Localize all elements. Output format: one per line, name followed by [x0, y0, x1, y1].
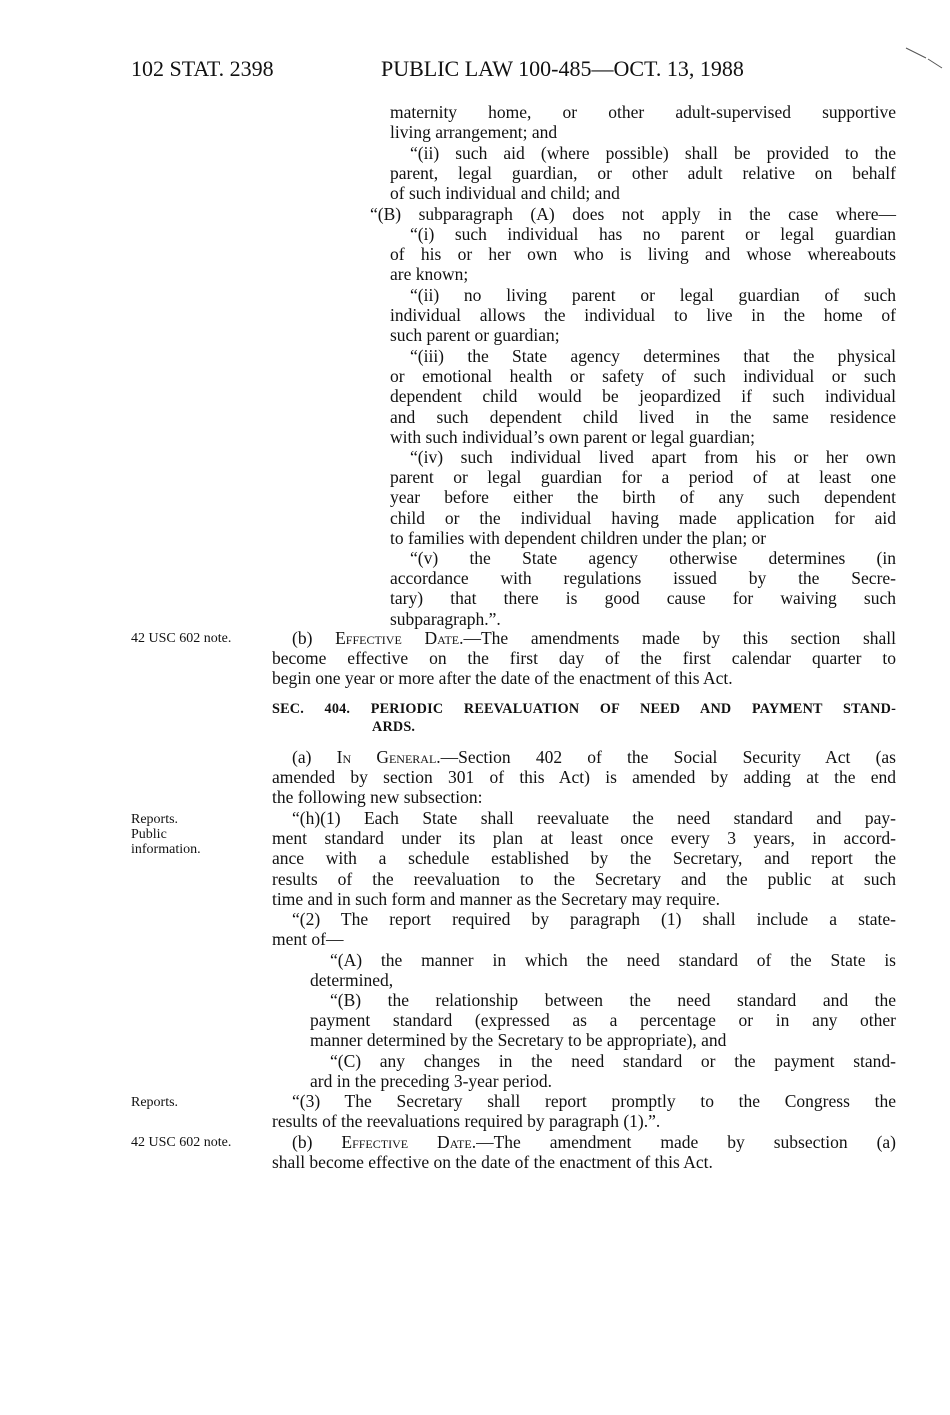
text-line: child or the individual having made application for aid: [390, 507, 896, 528]
text-line: ment standard under its plan at least once every 3 years, in accord-: [272, 828, 896, 849]
text-line: results of the reevaluations required by paragraph (1).”.: [272, 1111, 661, 1132]
law-title: PUBLIC LAW 100-485—OCT. 13, 1988: [381, 56, 744, 81]
scan-mark: [904, 46, 944, 72]
text-line: “(2) The report required by paragraph (1) shall include a state-: [292, 909, 896, 929]
text-line: “(B) subparagraph (A) does not apply in the case where—: [370, 204, 896, 224]
text-line: of his or her own who is living and whose whereabouts: [390, 244, 896, 265]
text-run: .—The amendments made by this section shall: [459, 628, 897, 648]
text-line: begin one year or more after the date of the enactment of this Act.: [272, 668, 733, 689]
margin-note-line: information.: [131, 842, 201, 857]
para-b-v: [390, 548, 896, 629]
text-line: ard in the preceding 3-year period.: [310, 1071, 552, 1092]
para-b-ii: [390, 285, 896, 346]
subsection-lead: (b): [292, 628, 336, 648]
para-h2-c: [310, 1051, 896, 1091]
text-line: “(A) the manner in which the need standard of the State is: [330, 950, 896, 970]
effective-date-2: [272, 1132, 896, 1172]
para-b: [370, 204, 896, 224]
margin-note-reports-public: [131, 812, 201, 857]
text-line: the following new subsection:: [272, 787, 483, 808]
margin-note-line: Reports.: [131, 812, 179, 827]
para-a-cont: [390, 102, 896, 142]
margin-note-usc-1: 42 USC 602 note.: [131, 631, 232, 646]
para-b-i: [390, 224, 896, 285]
text-run: .—Section 402 of the Social Security Act (as: [436, 747, 896, 767]
text-line: with such individual’s own parent or legal guardian;: [390, 426, 755, 447]
para-b-iv: [390, 447, 896, 548]
text-line: “(iii) the State agency determines that the physical: [410, 346, 896, 366]
text-line: year before either the birth of any such dependent: [390, 487, 896, 508]
text-line: “(iv) such individual lived apart from his or her own: [410, 447, 896, 467]
para-h2-b: [310, 990, 896, 1051]
para-a-ii: [390, 143, 896, 204]
text-line: results of the reevaluation to the Secretary and the public at such: [272, 868, 896, 889]
text-line: of such individual and child; and: [390, 183, 620, 204]
para-h2: [272, 909, 896, 949]
text-line: accordance with regulations issued by the Secre-: [390, 568, 896, 589]
margin-note-line: Public: [131, 827, 167, 842]
text-line: “(i) such individual has no parent or legal guardian: [410, 224, 896, 244]
text-line: ance with a schedule established by the Secretary, and report the: [272, 848, 896, 869]
text-line: become effective on the first day of the first calendar quarter to: [272, 648, 896, 669]
text-line: payment standard (expressed as a percentage or in any other: [310, 1010, 896, 1031]
text-line: parent, legal guardian, or other adult relative on behalf: [390, 163, 896, 184]
text-line: parent or legal guardian for a period of at least one: [390, 467, 896, 488]
text-line: to families with dependent children under the plan; or: [390, 527, 767, 548]
text-line: manner determined by the Secretary to be appropriate), and: [310, 1030, 727, 1051]
text-line: tary) that there is good cause for waiving such: [390, 588, 896, 609]
effective-date-label: Effective Date: [341, 1132, 472, 1152]
stat-citation: 102 STAT. 2398: [131, 56, 274, 81]
para-h1: [272, 808, 896, 909]
subsection-lead: (b): [292, 1132, 342, 1152]
text-line: “(v) the State agency otherwise determines (in: [410, 548, 896, 568]
text-line: amended by section 301 of this Act) is amended by adding at the end: [272, 767, 896, 788]
text-line: maternity home, or other adult-supervised supportive: [390, 102, 896, 122]
text-line: ment of—: [272, 929, 344, 950]
subsection-lead: (a): [292, 747, 337, 767]
para-h2-a: [310, 950, 896, 990]
text-line: or emotional health or safety of such individual or such: [390, 366, 896, 387]
text-line: individual allows the individual to live in the home of: [390, 305, 896, 326]
heading-line: ARDS.: [372, 719, 416, 735]
text-line: shall become effective on the date of the enactment of this Act.: [272, 1152, 713, 1173]
text-line: “(h)(1) Each State shall reevaluate the need standard and pay-: [292, 808, 896, 828]
in-general-label: In General: [336, 747, 437, 767]
text-line: such parent or guardian;: [390, 325, 560, 346]
text-line: time and in such form and manner as the Secretary may require.: [272, 888, 721, 909]
margin-note-usc-2: 42 USC 602 note.: [131, 1135, 232, 1150]
para-h3: [272, 1091, 896, 1131]
text-line: “(C) any changes in the need standard or the payment stand-: [330, 1051, 896, 1071]
in-general: [272, 747, 896, 808]
text-line: living arrangement; and: [390, 122, 558, 143]
text-line: determined,: [310, 970, 394, 991]
text-line: [272, 1132, 896, 1152]
text-line: “(ii) no living parent or legal guardian of such: [410, 285, 896, 305]
effective-date-1: [272, 628, 896, 689]
para-b-iii: [390, 346, 896, 447]
text-run: .—The amendment made by subsection (a): [471, 1132, 897, 1152]
text-line: dependent child would be jeopardized if such individual: [390, 386, 896, 407]
text-line: are known;: [390, 264, 469, 285]
heading-line: SEC. 404. PERIODIC REEVALUATION OF NEED AND PAYMENT STAND-: [272, 701, 896, 717]
text-line: [272, 628, 896, 648]
text-line: [272, 747, 896, 767]
effective-date-label: Effective Date: [335, 628, 460, 648]
text-line: “(B) the relationship between the need standard and the: [330, 990, 896, 1010]
section-heading: [272, 700, 896, 736]
margin-note-reports: Reports.: [131, 1095, 179, 1110]
text-line: “(ii) such aid (where possible) shall be provided to the: [410, 143, 896, 163]
text-line: subparagraph.”.: [390, 608, 501, 629]
text-line: “(3) The Secretary shall report promptly to the Congress the: [292, 1091, 896, 1111]
text-line: and such dependent child lived in the same residence: [390, 406, 896, 427]
